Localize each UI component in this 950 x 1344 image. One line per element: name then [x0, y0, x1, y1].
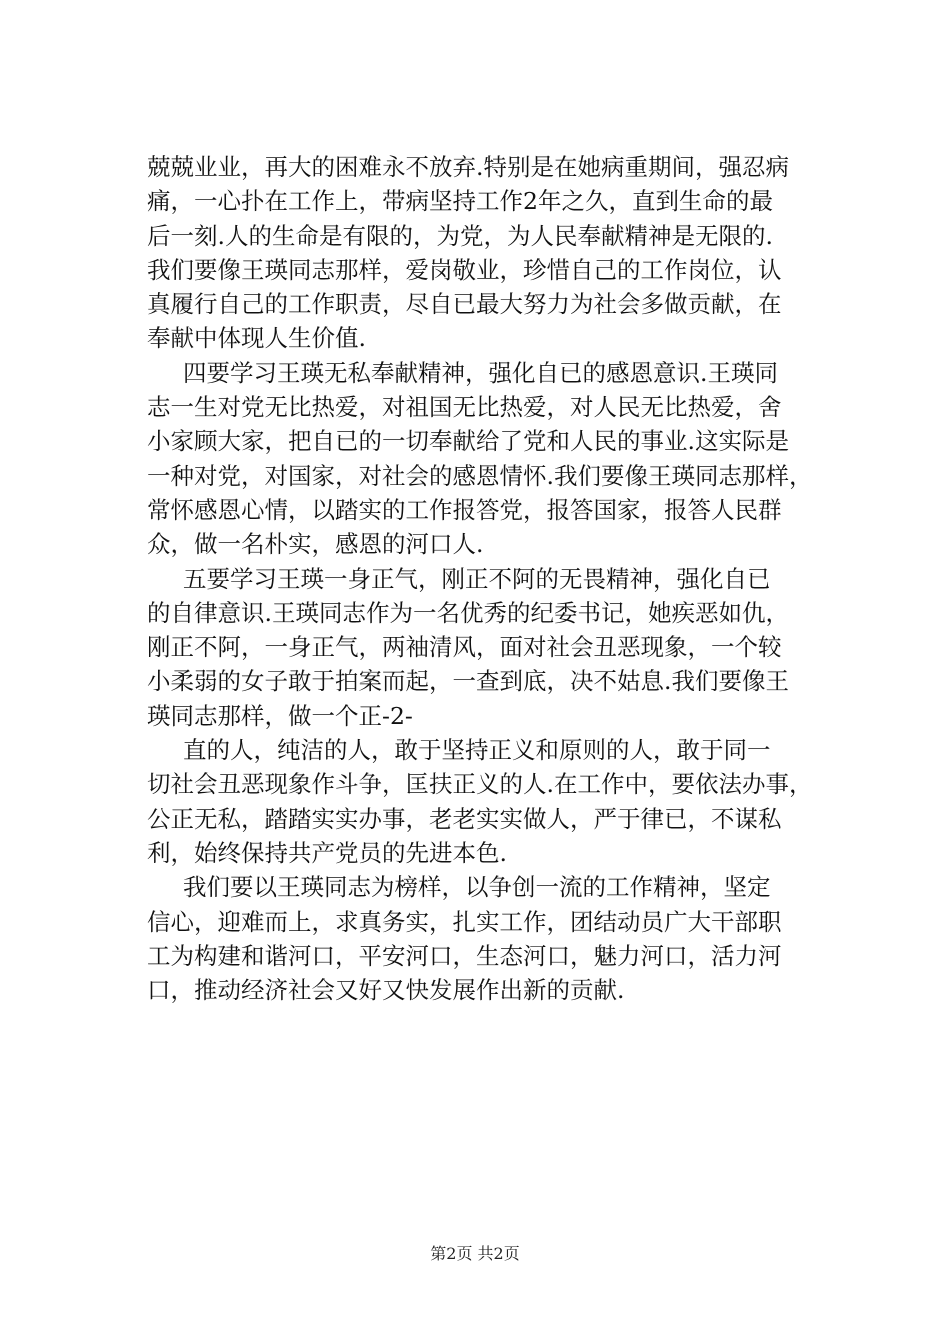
- text-line: 我们要像王瑛同志那样，爱岗敬业，珍惜自己的工作岗位，认: [147, 255, 782, 284]
- text-line: 小家顾大家，把自已的一切奉献给了党和人民的事业.这实际是: [147, 427, 789, 456]
- text-line: 我们要以王瑛同志为榜样，以争创一流的工作精神，坚定: [183, 873, 771, 902]
- text-line: 利，始终保持共产党员的先进本色.: [147, 838, 507, 867]
- text-line: 瑛同志那样，做一个正-2-: [147, 701, 413, 730]
- text-line: 后一刻.人的生命是有限的，为党，为人民奉献精神是无限的.: [147, 221, 773, 250]
- text-line: 直的人，纯洁的人，敢于坚持正义和原则的人，敢于同一: [183, 736, 771, 765]
- text-line: 切社会丑恶现象作斗争，匡扶正义的人.在工作中，要依法办事，: [147, 770, 813, 799]
- text-line: 奉献中体现人生价值.: [147, 324, 366, 353]
- text-line: 口，推动经济社会又好又快发展作出新的贡献.: [147, 976, 625, 1005]
- text-line: 一种对党，对国家，对社会的感恩情怀.我们要像王瑛同志那样，: [147, 461, 813, 490]
- body-text: [147, 150, 837, 1007]
- text-line: 兢兢业业，再大的困难永不放弃.特别是在她病重期间，强忍病: [147, 153, 789, 181]
- text-line: 四要学习王瑛无私奉献精神，强化自已的感恩意识.王瑛同: [183, 358, 778, 387]
- text-line: 常怀感恩心情，以踏实的工作报答党，报答国家，报答人民群: [147, 495, 782, 524]
- text-line: 五要学习王瑛一身正气，刚正不阿的无畏精神，强化自已: [183, 564, 771, 593]
- text-line: 真履行自己的工作职责，尽自已最大努力为社会多做贡献，在: [147, 290, 782, 319]
- text-line: 志一生对党无比热爱，对祖国无比热爱，对人民无比热爱，舍: [147, 393, 782, 422]
- text-line: 小柔弱的女子敢于拍案而起，一查到底，决不姑息.我们要像王: [147, 667, 789, 696]
- text-line: 刚正不阿，一身正气，两袖清风，面对社会丑恶现象，一个较: [147, 633, 782, 662]
- page-footer: 第2页 共2页: [430, 1244, 520, 1263]
- text-line: 众，做一名朴实，感恩的河口人.: [147, 530, 484, 559]
- text-line: 公正无私，踏踏实实办事，老老实实做人，严于律已，不谋私: [147, 804, 782, 833]
- text-line: 痛，一心扑在工作上，带病坚持工作2年之久，直到生命的最: [147, 187, 773, 216]
- text-line: 工为构建和谐河口，平安河口，生态河口，魅力河口，活力河: [147, 941, 782, 970]
- text-line: 信心，迎难而上，求真务实，扎实工作，团结动员广大干部职: [147, 907, 782, 936]
- text-line: 的自律意识.王瑛同志作为一名优秀的纪委书记，她疾恶如仇，: [147, 598, 789, 627]
